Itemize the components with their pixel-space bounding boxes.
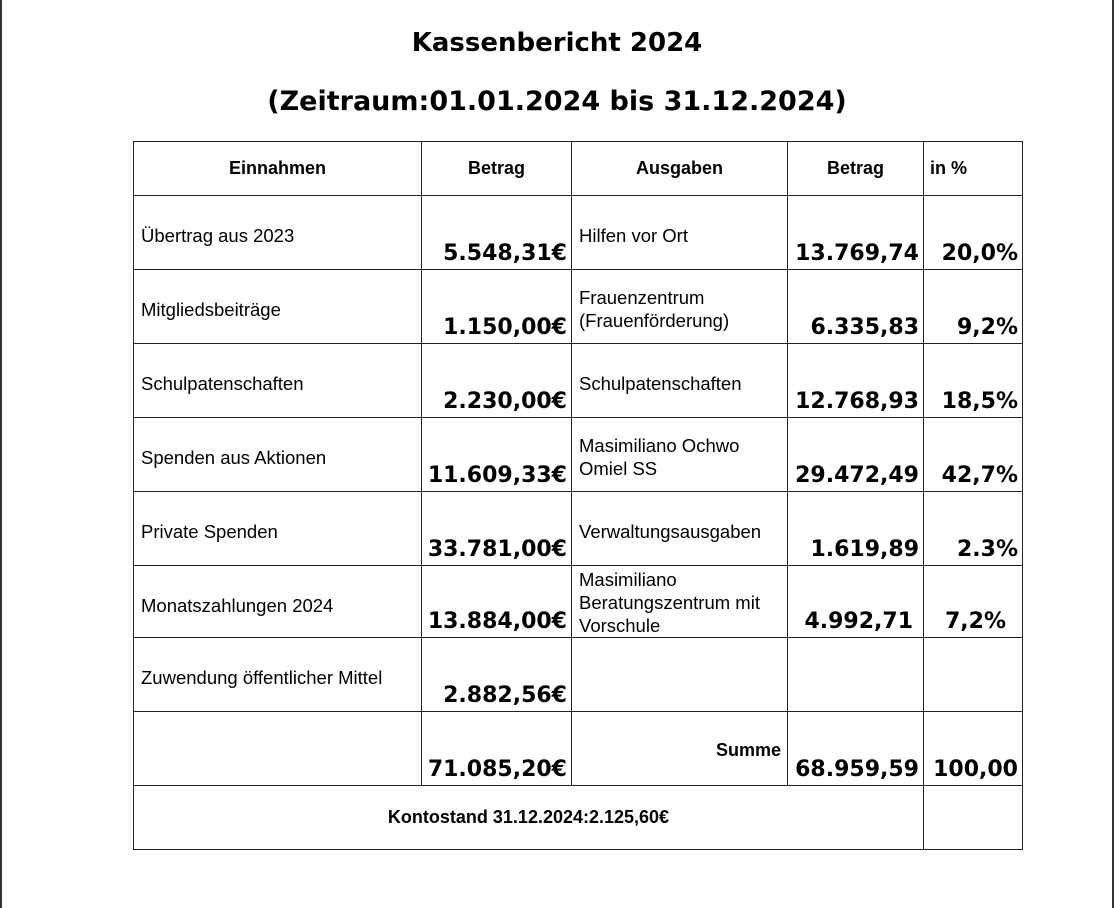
- income-total: 71.085,20€: [427, 757, 567, 782]
- income-label: Private Spenden: [141, 521, 278, 542]
- account-balance: Kontostand 31.12.2024:2.125,60€: [387, 807, 670, 827]
- income-amount: 13.884,00€: [427, 609, 567, 634]
- table-row: [134, 344, 1023, 418]
- income-label: Mitgliedsbeiträge: [141, 299, 281, 320]
- page-left-edge: [0, 0, 2, 908]
- header-expense-amount: Betrag: [788, 142, 924, 196]
- expense-percent: 42,7%: [941, 463, 1018, 488]
- income-label: Übertrag aus 2023: [141, 225, 295, 246]
- table-row: [134, 566, 1023, 638]
- expense-amount: 4.992,71: [804, 609, 913, 634]
- report-period: (Zeitraum:01.01.2024 bis 31.12.2024): [267, 86, 847, 117]
- expense-amount: 1.619,89: [810, 537, 919, 562]
- expense-percent: 18,5%: [941, 389, 1018, 414]
- header-expenses: Ausgaben: [572, 142, 788, 196]
- expense-label: Verwaltungsausgaben: [579, 521, 762, 542]
- income-label: Zuwendung öffentlicher Mittel: [141, 667, 383, 688]
- expense-label: Masimiliano Beratungszentrum mit Vorschule: [579, 569, 760, 636]
- totals-row: [134, 712, 1023, 786]
- header-income-amount: Betrag: [422, 142, 572, 196]
- income-amount: 2.882,56€: [443, 683, 567, 708]
- expense-label: Masimiliano Ochwo Omiel SS: [579, 435, 740, 479]
- header-row: [134, 142, 1023, 196]
- expense-percent: 20,0%: [941, 241, 1018, 266]
- expense-amount: 13.769,74: [795, 241, 919, 266]
- income-label: Schulpatenschaften: [141, 373, 304, 394]
- income-amount: 1.150,00€: [443, 315, 567, 340]
- income-amount: 33.781,00€: [427, 537, 567, 562]
- footer-row: [134, 786, 1023, 850]
- income-label: Monatszahlungen 2024: [141, 595, 334, 616]
- table-row: [134, 196, 1023, 270]
- cash-report-table: [133, 141, 1023, 850]
- sum-label: Summe: [715, 740, 781, 760]
- income-amount: 5.548,31€: [443, 241, 567, 266]
- expense-label: Hilfen vor Ort: [579, 225, 688, 246]
- expense-amount: 29.472,49: [795, 463, 919, 488]
- expense-amount: 6.335,83: [810, 315, 919, 340]
- table-row: [134, 638, 1023, 712]
- header-income: Einnahmen: [134, 142, 422, 196]
- table-row: [134, 418, 1023, 492]
- expense-total: 68.959,59: [795, 757, 919, 782]
- header-percent: in %: [924, 142, 1023, 196]
- expense-percent: 2.3%: [956, 537, 1018, 562]
- income-amount: 2.230,00€: [443, 389, 567, 414]
- expense-label: Schulpatenschaften: [579, 373, 742, 394]
- table-row: [134, 492, 1023, 566]
- expense-label: Frauenzentrum (Frauenförderung): [579, 287, 730, 331]
- report-title: Kassenbericht 2024: [411, 28, 703, 58]
- expense-percent: 9,2%: [956, 315, 1018, 340]
- income-label: Spenden aus Aktionen: [141, 447, 327, 468]
- income-amount: 11.609,33€: [427, 463, 567, 488]
- expense-amount: 12.768,93: [795, 389, 919, 414]
- table-row: [134, 270, 1023, 344]
- expense-percent: 7,2%: [944, 609, 1006, 634]
- percent-total: 100,00: [933, 757, 1018, 782]
